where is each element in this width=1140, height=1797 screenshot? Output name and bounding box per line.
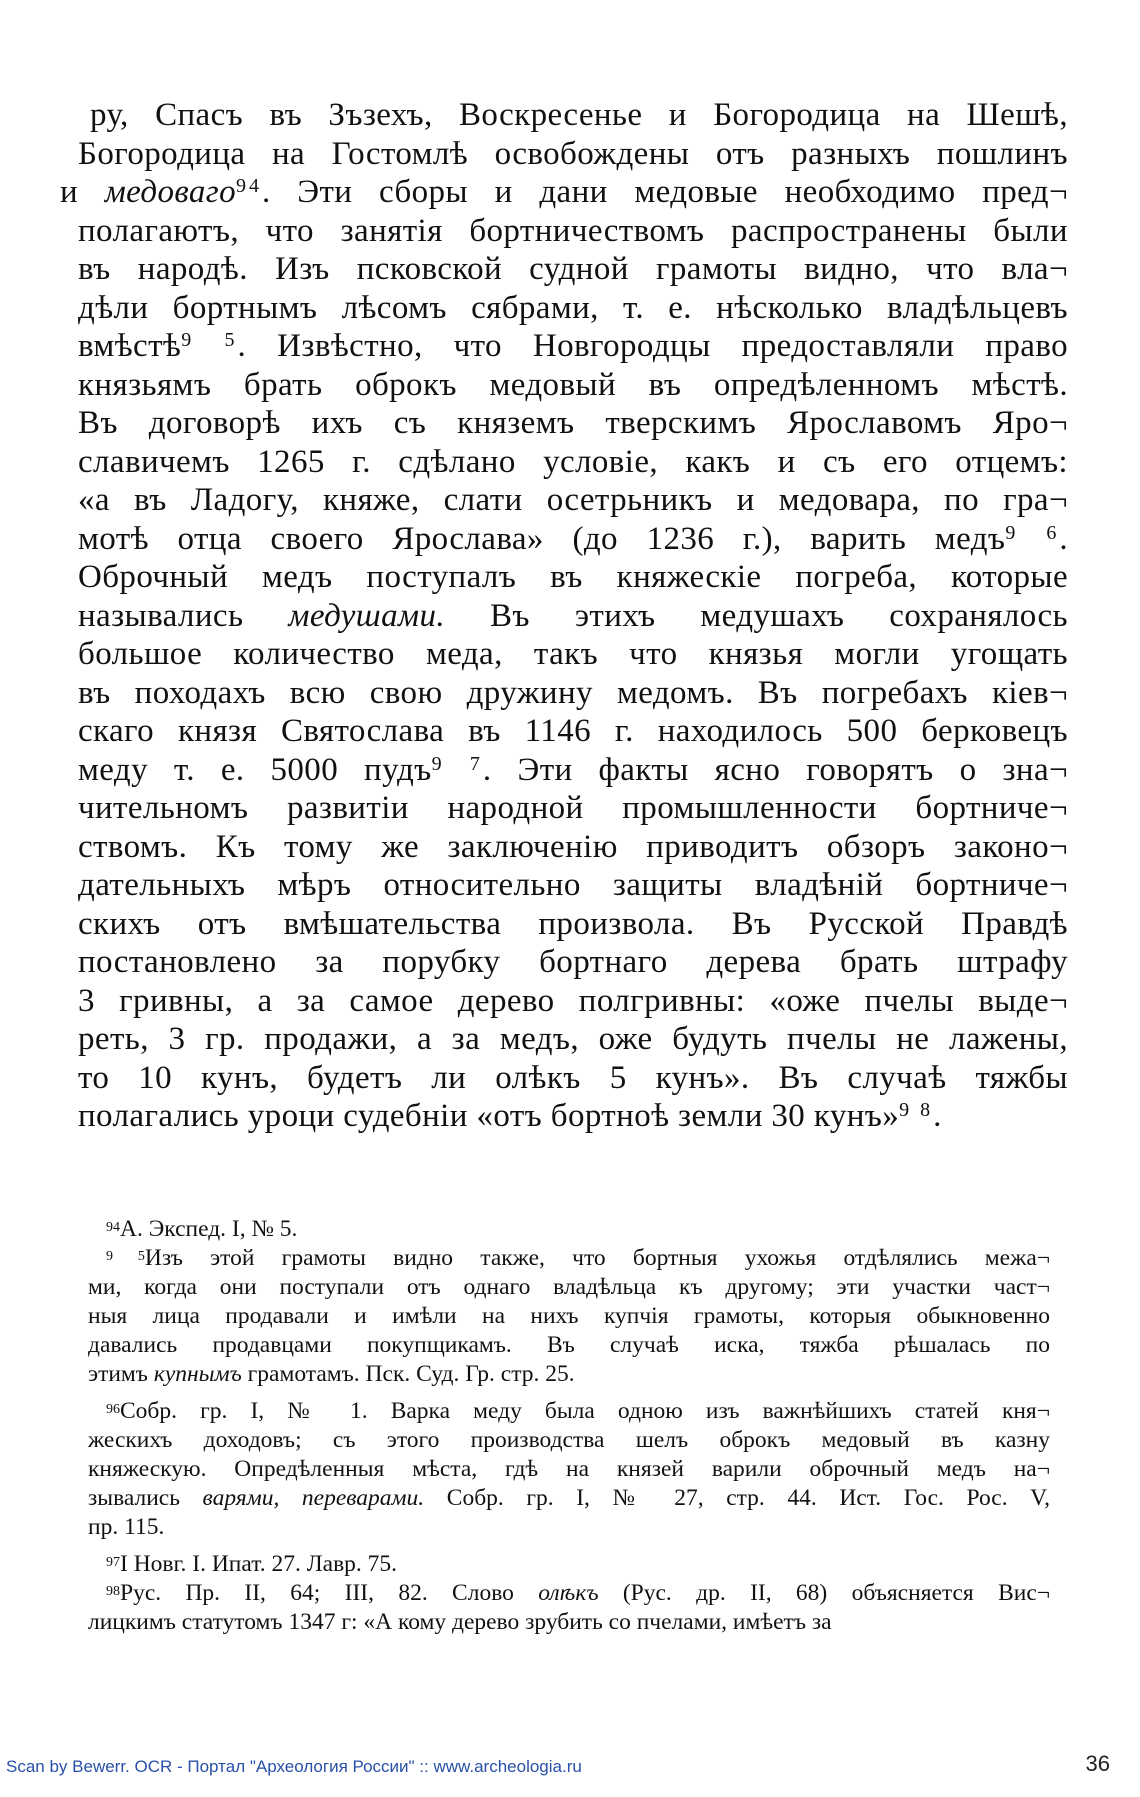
text-line: скаго князя Святослава въ 1146 г. находилось 500 берковецъ — [78, 713, 1068, 749]
text-segment: . Эти факты ясно говорятъ о зна¬ — [482, 751, 1068, 788]
text-line: дѣли бортнымъ лѣсомъ сябрами, т. е. нѣсколько владѣльцевъ — [78, 289, 1068, 326]
text-segment: . — [933, 1098, 942, 1134]
footnote — [88, 1397, 1050, 1542]
text-segment: (Рус. др. II, 68) объясняется Вис¬ — [598, 1580, 1050, 1606]
text-line: въ народѣ. Изъ псковской судной грамоты видно, что вла¬ — [78, 251, 1068, 287]
page-footer — [0, 1753, 1140, 1783]
text-line — [78, 597, 1068, 636]
text-segment: ныя лица продавали и имѣли на нихъ купчія грамоты, которыя обыкновенно — [88, 1303, 1050, 1329]
footnote-line — [88, 1302, 1050, 1331]
footnote-ref: 9 8 — [899, 1099, 934, 1121]
footnote-number: 94 — [106, 1220, 120, 1235]
footnote-ref: 9 6 — [1005, 521, 1060, 544]
text-line: то 10 кунъ, будетъ ли олѣкъ 5 кунъ». Въ случаѣ тяжбы — [78, 1059, 1068, 1096]
text-line — [78, 751, 1068, 790]
text-segment: этимъ — [88, 1361, 154, 1387]
text-segment: Рус. Пр. II, 64; III, 82. Слово — [120, 1580, 539, 1606]
footnote-line — [106, 1550, 1050, 1579]
text-segment: . Эти сборы и дани медовые необходимо пред¬ — [261, 174, 1068, 210]
text-segment: А. Экспед. I, № 5. — [120, 1216, 298, 1242]
text-line: полагаютъ, что занятія бортничествомъ распространены были — [78, 212, 1068, 249]
footnote-line — [88, 1455, 1050, 1484]
footnote — [88, 1215, 1050, 1244]
text-line: Богородица на Гостомлѣ освобождены отъ разныхъ пошлинъ — [78, 135, 1068, 172]
text-line: дательныхъ мѣръ относительно защиты владѣній бортниче¬ — [78, 867, 1068, 903]
text-segment: . — [1059, 520, 1068, 557]
footnote — [88, 1579, 1050, 1637]
text-segment: давались продавцами покупщикамъ. Въ случаѣ иска, тяжба рѣшалась по — [88, 1332, 1050, 1358]
italic-term: олѣкъ — [538, 1580, 599, 1606]
text-line: Оброчный медъ поступалъ въ княжескіе погреба, которые — [78, 559, 1068, 595]
text-segment: Изъ этой грамоты видно также, что бортныя ухожья отдѣлялись межа¬ — [144, 1245, 1051, 1271]
footnote-line — [88, 1513, 1050, 1542]
footnote-gap — [88, 1542, 1050, 1550]
text-line: 3 гривны, а за самое дерево полгривны: «оже пчелы выде¬ — [78, 982, 1068, 1019]
footnote-number: 97 — [106, 1555, 120, 1570]
text-segment: Въ этихъ медушахъ сохранялось — [445, 597, 1068, 634]
text-line — [60, 173, 1068, 212]
text-line: Въ договорѣ ихъ съ княземъ тверскимъ Ярославомъ Яро¬ — [78, 405, 1068, 441]
italic-term: купнымъ — [153, 1361, 242, 1387]
footnote-ref: 94 — [235, 175, 262, 197]
footnote-ref: 9 5 — [181, 329, 238, 351]
text-line: чительномъ развитіи народной промышленности бортниче¬ — [78, 790, 1068, 826]
text-line — [78, 520, 1068, 559]
footnote-line — [88, 1331, 1050, 1360]
page-number: 36 — [1085, 1751, 1110, 1776]
text-segment: полагались уроци судебніи «отъ бортноѣ земли 30 кунъ» — [78, 1098, 900, 1134]
footnote-ref: 9 7 — [431, 752, 483, 775]
text-segment: Собр. гр. I, № 1. Варка меду была одною изъ важнѣйшихъ статей кня¬ — [120, 1398, 1050, 1424]
footnote — [88, 1550, 1050, 1579]
footnote — [88, 1244, 1050, 1389]
text-segment: мотѣ отца своего Ярослава» (до 1236 г.), варить медъ — [78, 520, 1006, 557]
footnotes — [88, 1215, 1050, 1637]
text-segment: I Новг. I. Ипат. 27. Лавр. 75. — [120, 1551, 398, 1577]
text-segment: лицкимъ статутомъ 1347 г: «А кому дерево зрубить со пчелами, имѣетъ за — [88, 1609, 832, 1635]
text-line: постановлено за порубку бортнаго дерева брать штрафу — [78, 944, 1068, 980]
footnote-line — [88, 1608, 1050, 1637]
text-line: князьямъ брать оброкъ медовый въ опредѣленномъ мѣстѣ. — [78, 366, 1068, 403]
italic-term: медушами. — [288, 597, 446, 634]
text-line: въ походахъ всю свою дружину медомъ. Въ погребахъ кіев¬ — [78, 674, 1068, 711]
text-segment: зывались — [88, 1485, 203, 1511]
text-line — [78, 327, 1068, 366]
text-segment: . Извѣстно, что Новгородцы предоставляли право — [237, 328, 1068, 364]
text-segment: княжескую. Опредѣленныя мѣста, гдѣ на князей варили оброчный медъ на¬ — [88, 1456, 1050, 1482]
text-segment: пр. 115. — [88, 1514, 165, 1540]
text-line: ствомъ. Къ тому же заключенію приводитъ обзоръ законо¬ — [78, 828, 1068, 865]
text-line: ру, Спасъ въ Зъзехъ, Воскресенье и Богородица на Шешѣ, — [90, 97, 1068, 133]
text-line: реть, 3 гр. продажи, а за медъ, оже будуть пчелы не лажены, — [78, 1021, 1068, 1057]
footnote-line — [88, 1484, 1050, 1513]
text-line: большое количество меда, такъ что князья могли угощать — [78, 636, 1068, 672]
scan-credit: Scan by Bewerr. OCR - Портал "Археология России" :: www.archeologia.ru — [6, 1757, 582, 1776]
footnote-line — [106, 1244, 1050, 1273]
footnote-line — [106, 1579, 1050, 1608]
footnote-number: 96 — [106, 1402, 120, 1417]
text-line — [78, 1097, 1068, 1136]
text-line: славичемъ 1265 г. сдѣлано условіе, какъ и съ его отцемъ: — [78, 443, 1068, 480]
text-segment: Собр. гр. I, № 27, стр. 44. Ист. Гос. Рос. V, — [424, 1485, 1050, 1511]
footnote-gap — [88, 1389, 1050, 1397]
text-segment: вмѣстѣ — [78, 328, 182, 364]
footnote-line — [88, 1360, 1050, 1389]
main-text — [60, 96, 1068, 1136]
text-segment: грамотамъ. Пск. Суд. Гр. стр. 25. — [241, 1361, 575, 1387]
footnote-line — [106, 1397, 1050, 1426]
text-segment: ми, когда они поступали отъ однаго владѣльца къ другому; эти участки част¬ — [88, 1274, 1050, 1300]
text-line: «а въ Ладогу, княже, слати осетрьникъ и медовара, по гра¬ — [78, 482, 1068, 518]
footnote-line — [88, 1273, 1050, 1302]
italic-term: медоваго — [104, 174, 236, 210]
italic-term: варями, переварами. — [202, 1485, 425, 1511]
text-segment: меду т. е. 5000 пудъ — [78, 751, 432, 788]
footnote-number: 9 5 — [106, 1249, 145, 1264]
footnote-line — [88, 1426, 1050, 1455]
footnote-line — [106, 1215, 1050, 1244]
text-segment: и — [60, 174, 105, 210]
text-segment: назывались — [78, 597, 289, 634]
text-line: скихъ отъ вмѣшательства произвола. Въ Русской Правдѣ — [78, 905, 1068, 942]
text-segment: жескихъ доходовъ; съ этого производства шелъ оброкъ медовый въ казну — [88, 1427, 1050, 1453]
footnote-number: 98 — [106, 1584, 120, 1599]
